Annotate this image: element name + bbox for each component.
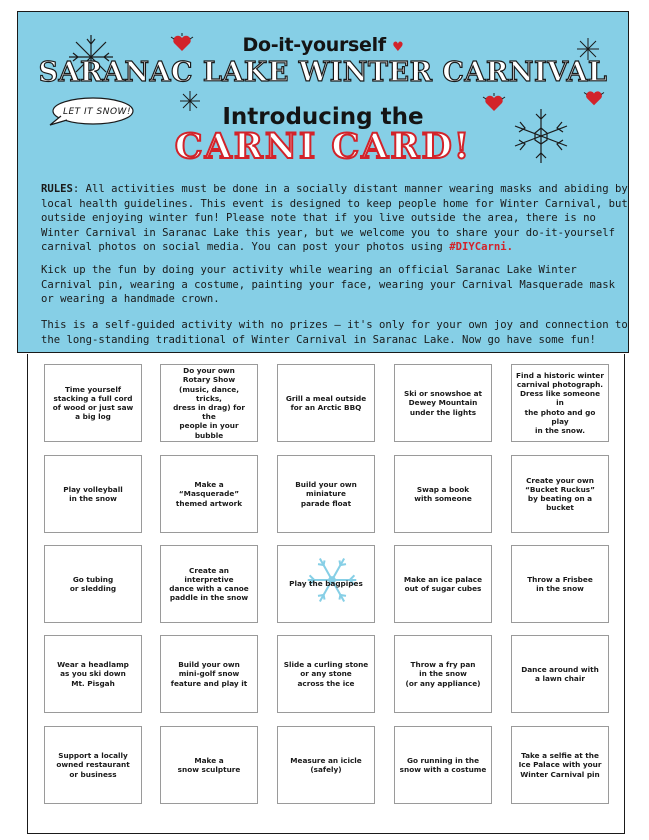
activity-text: Wear a headlamp as you ski down Mt. Pisgah [57, 660, 129, 688]
self-guided-paragraph: This is a self-guided activity with no prizes – it's only for your own joy and connection to the long-standing traditional of Winter Carnival in Saranac Lake. Now go have some fun! [41, 319, 628, 346]
fun-paragraph: Kick up the fun by doing your activity while wearing an official Saranac Lake Winter Carnival pin, wearing a costume, painting your face, wearing your Carnival Masquerade mask or wearing a handmade crown. [41, 264, 616, 305]
intro-heading: Introducing the [222, 104, 424, 130]
rules-paragraph [41, 182, 631, 255]
activity-cell [44, 635, 142, 713]
activity-cell [511, 364, 609, 442]
activity-cell [44, 364, 142, 442]
activity-cell [160, 635, 258, 713]
activity-cell [511, 455, 609, 533]
activity-cell [394, 635, 492, 713]
activity-cell [44, 545, 142, 623]
activity-text: Make an ice palace out of sugar cubes [403, 574, 483, 593]
rules-label: RULES [41, 183, 73, 195]
activity-text: Measure an icicle (safely) [290, 755, 362, 774]
header-panel [17, 11, 629, 353]
activity-cell [277, 364, 375, 442]
activity-text: Make a “Masquerade” themed artwork [175, 480, 243, 508]
activity-text: Build your own mini-golf snow feature and play it [170, 660, 248, 688]
activity-cell [511, 635, 609, 713]
activity-cell [394, 364, 492, 442]
activity-text: Swap a book with someone [414, 484, 472, 503]
carni-card-title: CARNI CARD! [174, 126, 472, 167]
hashtag: #DIYCarni. [449, 241, 513, 253]
activity-cell [511, 726, 609, 804]
activity-text: Throw a Frisbee in the snow [527, 574, 593, 593]
activity-cell [277, 726, 375, 804]
activity-cell [160, 455, 258, 533]
rules-text: : All activities must be done in a socially distant manner wearing masks and abiding by local health guidelines. This event is designed to keep people home for Winter Carnival, but outside enjoying winter fun! Please note that if you live outside the area, there is no Winter Carnival in Saranac Lake this year, but we welcome you to share your do-it-yourself carnival photos on social media. You can post your photos using [41, 183, 628, 253]
activity-cell [44, 726, 142, 804]
heart-icon: ♥ [392, 40, 404, 55]
diy-heading [18, 34, 628, 56]
activity-text: Time yourself stacking a full cord of wood or just saw a big log [52, 384, 134, 422]
activity-grid [27, 354, 625, 834]
activity-text: Ski or snowshoe at Dewey Mountain under the lights [403, 389, 483, 417]
carnival-title: SARANAC LAKE WINTER CARNIVAL [38, 57, 608, 88]
activity-cell [511, 545, 609, 623]
activity-cell [160, 545, 258, 623]
activity-cell [394, 545, 492, 623]
activity-text: Take a selfie at the Ice Palace with your Winter Carnival pin [518, 751, 602, 779]
activity-text: Find a historic winter carnival photograph. Dress like someone in the photo and go play in the snow. [516, 370, 604, 435]
activity-text: Make a snow sculpture [177, 755, 241, 774]
activity-cell [160, 364, 258, 442]
activity-cell [277, 455, 375, 533]
activity-text: Do your own Rotary Show (music, dance, tricks, dress in drag) for the people in your bubble [173, 366, 245, 440]
activity-text: Play the bagpipes [289, 579, 363, 589]
activity-text: Play volleyball in the snow [63, 484, 123, 503]
activity-text: Build your own miniature parade float [295, 480, 357, 508]
activity-text: Go running in the snow with a costume [399, 755, 487, 774]
diy-text: Do-it-yourself [242, 34, 386, 56]
activity-cell [394, 726, 492, 804]
activity-text: Go tubing or sledding [69, 574, 117, 593]
activity-cell [394, 455, 492, 533]
activity-text: Slide a curling stone or any stone across the ice [283, 660, 369, 688]
activity-text: Create your own “Bucket Ruckus” by beating on a bucket [525, 475, 595, 513]
bubble-text: LET IT SNOW! [62, 107, 132, 117]
activity-text: Throw a fry pan in the snow (or any appliance) [405, 660, 481, 688]
activity-text: Grill a meal outside for an Arctic BBQ [285, 393, 367, 412]
activity-cell [277, 635, 375, 713]
activity-text: Create an interpretive dance with a canoe paddle in the snow [169, 565, 249, 603]
activity-cell [160, 726, 258, 804]
activity-text: Dance around with a lawn chair [521, 664, 599, 683]
activity-cell [277, 545, 375, 623]
activity-text: Support a locally owned restaurant or business [56, 751, 130, 779]
activity-cell [44, 455, 142, 533]
